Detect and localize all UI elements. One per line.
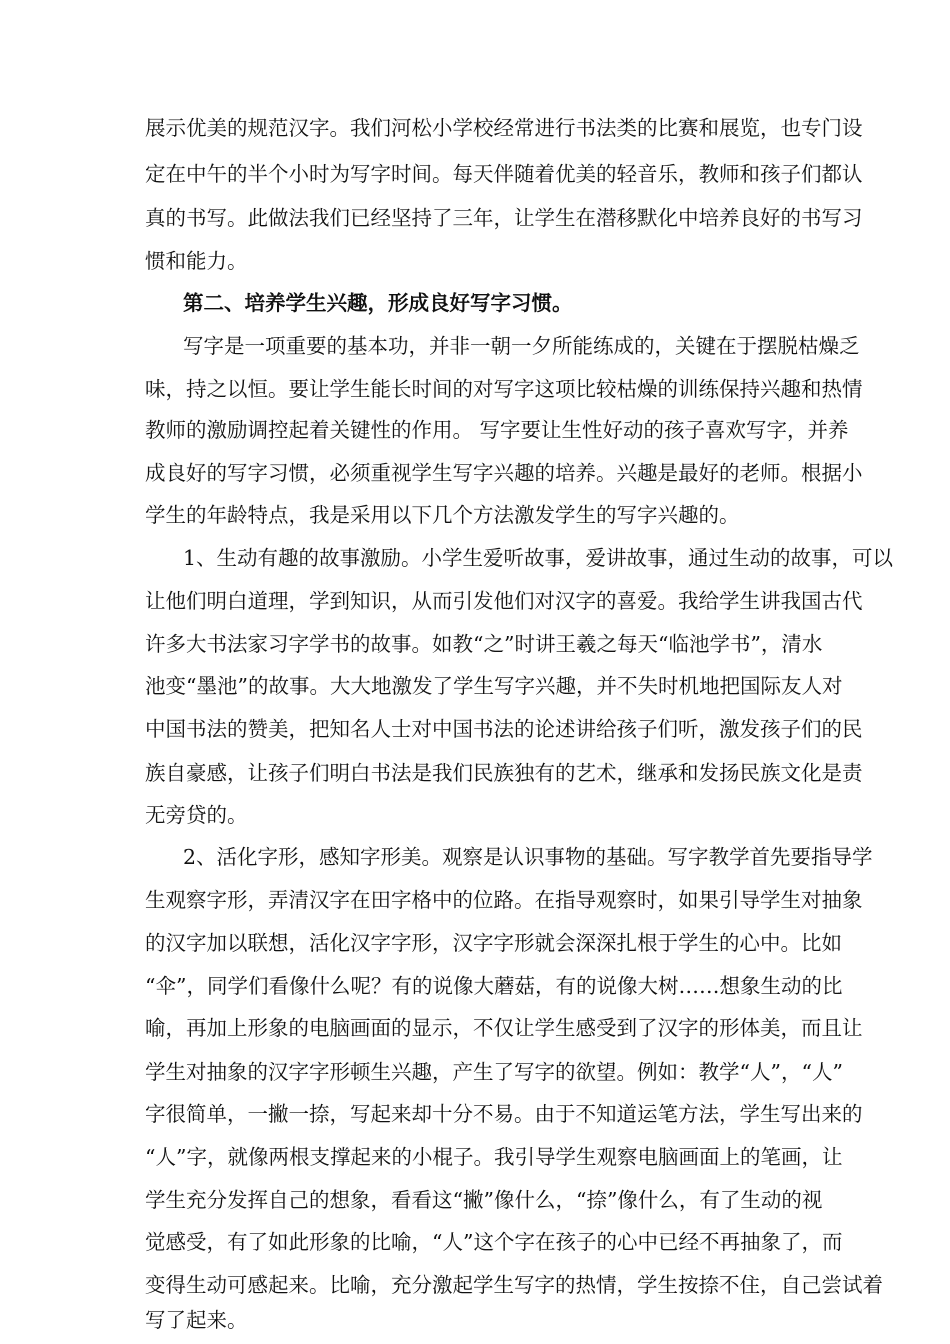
text-line: 喻，再加上形象的电脑画面的显示，不仅让学生感受到了汉字的形体美，而且让: [145, 1016, 863, 1040]
section-heading: 第二、培养学生兴趣，形成良好写字习惯。: [183, 291, 573, 315]
text-line: 生观察字形，弄清汉字在田字格中的位路。在指导观察时，如果引导学生对抽象: [145, 888, 863, 912]
text-line: 学生对抽象的汉字字形顿生兴趣，产生了写字的欲望。例如：教学“人”，“人”: [145, 1060, 843, 1084]
text-line: 变得生动可感起来。比喻，充分激起学生写字的热情，学生按捺不住，自己尝试着: [145, 1273, 883, 1297]
text-line: 的汉字加以联想，活化汉字字形，汉字字形就会深深扎根于学生的心中。比如: [145, 931, 842, 955]
text-line: 真的书写。此做法我们已经坚持了三年，让学生在潜移默化中培养良好的书写习: [145, 206, 863, 230]
text-line: 惯和能力。: [145, 249, 248, 273]
text-line: 族自豪感，让孩子们明白书法是我们民族独有的艺术，继承和发扬民族文化是责: [145, 761, 863, 785]
text-line: 2、活化字形，感知字形美。观察是认识事物的基础。写字教学首先要指导学: [183, 845, 873, 869]
text-line: 许多大书法家习字学书的故事。如教“之”时讲王羲之每天“临池学书”，清水: [145, 632, 823, 656]
text-line: 定在中午的半个小时为写字时间。每天伴随着优美的轻音乐，教师和孩子们都认: [145, 162, 863, 186]
text-line: 展示优美的规范汉字。我们河松小学校经常进行书法类的比赛和展览，也专门设: [145, 116, 863, 140]
text-line: 学生充分发挥自己的想象，看看这“撇”像什么，“捺”像什么，有了生动的视: [145, 1188, 823, 1212]
text-line: 教师的激励调控起着关键性的作用。 写字要让生性好动的孩子喜欢写字，并养: [145, 418, 849, 442]
text-line: 学生的年龄特点，我是采用以下几个方法激发学生的写字兴趣的。: [145, 503, 740, 527]
text-line: 中国书法的赞美，把知名人士对中国书法的论述讲给孩子们听，激发孩子们的民: [145, 717, 863, 741]
text-line: 让他们明白道理，学到知识，从而引发他们对汉字的喜爱。我给学生讲我国古代: [145, 589, 863, 613]
text-line: 写字是一项重要的基本功，并非一朝一夕所能练成的，关键在于摆脱枯燥乏: [183, 334, 860, 358]
text-line: 池变“墨池”的故事。大大地激发了学生写字兴趣，并不失时机地把国际友人对: [145, 674, 843, 698]
text-line: 成良好的写字习惯，必须重视学生写字兴趣的培养。兴趣是最好的老师。根据小: [145, 461, 863, 485]
text-line: 字很简单，一撇一捺，写起来却十分不易。由于不知道运笔方法，学生写出来的: [145, 1102, 863, 1126]
text-line: 无旁贷的。: [145, 803, 248, 827]
text-line: 觉感受，有了如此形象的比喻，“人”这个字在孩子的心中已经不再抽象了，而: [145, 1230, 843, 1254]
text-line: 写了起来。: [145, 1308, 248, 1332]
text-line: 味，持之以恒。要让学生能长时间的对写字这项比较枯燥的训练保持兴趣和热情: [145, 377, 863, 401]
text-line: “伞”，同学们看像什么呢？有的说像大蘑菇，有的说像大树……想象生动的比: [145, 974, 843, 998]
text-line: 1、生动有趣的故事激励。小学生爱听故事，爱讲故事，通过生动的故事，可以: [183, 546, 894, 570]
text-line: “人”字，就像两根支撑起来的小棍子。我引导学生观察电脑画面上的笔画，让: [145, 1145, 843, 1169]
